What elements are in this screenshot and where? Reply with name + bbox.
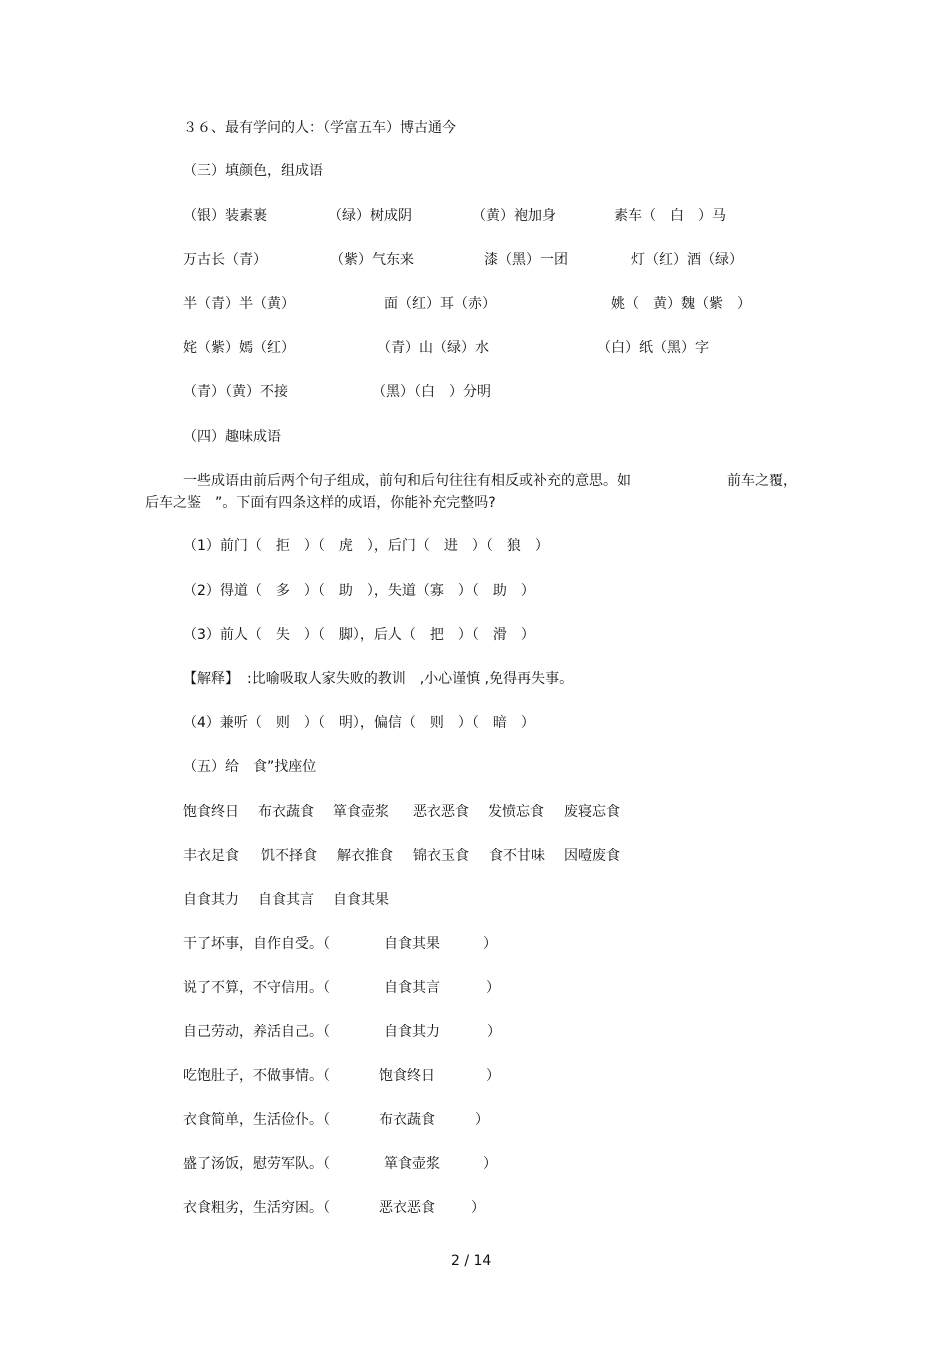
fill-item-3: （3）前人（ 失 ）（ 脚），后人（ 把 ）（ 滑 ）	[183, 627, 535, 643]
qa-close: ）	[483, 936, 497, 952]
food-idiom: 发愤忘食	[488, 804, 544, 820]
food-idiom: 丰衣足食	[183, 848, 239, 864]
qa-answer: 自食其果	[384, 936, 440, 952]
food-idiom: 布衣蔬食	[258, 804, 314, 820]
food-idiom: 废寝忘食	[564, 804, 620, 820]
color-idiom: （青）（黄）不接	[183, 384, 288, 400]
food-idiom: 食不甘味	[489, 848, 545, 864]
section-3-title: （三）填颜色，组成语	[183, 163, 323, 179]
qa-question: 盛了汤饭，慰劳军队。（	[183, 1156, 330, 1172]
food-idiom: 自食其果	[333, 892, 389, 908]
qa-answer: 箪食壶浆	[384, 1156, 440, 1172]
food-idiom: 解衣推食	[337, 848, 393, 864]
qa-question: 干了坏事，自作自受。（	[183, 936, 330, 952]
color-idiom: （黑）（白 ）分明	[372, 384, 491, 400]
color-idiom: 姚（ 黄）魏（紫 ）	[611, 296, 751, 312]
section-4-title: （四）趣味成语	[183, 429, 281, 445]
color-idiom: 漆（黑）一团	[484, 252, 568, 268]
food-idiom: 箪食壶浆	[333, 804, 389, 820]
food-idiom: 恶衣恶食	[413, 804, 469, 820]
explain-label: 【解释】	[183, 671, 239, 687]
qa-answer: 布衣蔬食	[379, 1112, 435, 1128]
color-idiom: （紫）气东来	[330, 252, 414, 268]
color-idiom: （绿）树成阴	[328, 208, 412, 224]
qa-close: ）	[486, 980, 500, 996]
color-idiom: 灯（红）酒（绿）	[631, 252, 743, 268]
qa-question: 吃饱肚子，不做事情。（	[183, 1068, 330, 1084]
color-idiom: 万古长（青）	[183, 252, 267, 268]
qa-answer: 饱食终日	[379, 1068, 435, 1084]
color-idiom: 半（青）半（黄）	[183, 296, 295, 312]
qa-close: ）	[475, 1112, 489, 1128]
food-idiom: 自食其言	[258, 892, 314, 908]
food-idiom: 锦衣玉食	[413, 848, 469, 864]
page-number: 2 / 14	[451, 1253, 492, 1269]
qa-close: ）	[487, 1024, 501, 1040]
fill-item-1: （1）前门（ 拒 ）（ 虎 ），后门（ 进 ）（ 狼 ）	[183, 538, 549, 554]
color-idiom: （黄）袍加身	[472, 208, 556, 224]
section-4-intro: 一些成语由前后两个句子组成，前句和后句往往有相反或补充的意思。如	[183, 473, 631, 489]
qa-close: ）	[471, 1200, 485, 1216]
item-36: ３６、最有学问的人：（学富五车）博古通今	[183, 120, 456, 136]
color-idiom: 姹（紫）嫣（红）	[183, 340, 295, 356]
food-idiom: 自食其力	[183, 892, 239, 908]
color-idiom: （青）山（绿）水	[377, 340, 489, 356]
fill-item-2: （2）得道（ 多 ）（ 助 ），失道（寡 ）（ 助 ）	[183, 583, 535, 599]
section-4-intro-example: 前车之覆，	[727, 473, 797, 489]
section-4-intro-cont: 后车之鉴 ”。下面有四条这样的成语，你能补充完整吗?	[145, 495, 496, 511]
food-idiom: 因噎废食	[564, 848, 620, 864]
explain-text: :比喻吸取人家失败的教训 ,小心谨慎 ,免得再失事。	[247, 671, 574, 687]
qa-question: 衣食简单，生活俭仆。（	[183, 1112, 330, 1128]
qa-answer: 自食其力	[384, 1024, 440, 1040]
qa-close: ）	[486, 1068, 500, 1084]
food-idiom: 饱食终日	[183, 804, 239, 820]
fill-item-4: （4）兼听（ 则 ）（ 明），偏信（ 则 ）（ 暗 ）	[183, 715, 535, 731]
food-idiom: 饥不择食	[261, 848, 317, 864]
qa-answer: 自食其言	[384, 980, 440, 996]
qa-answer: 恶衣恶食	[379, 1200, 435, 1216]
color-idiom: 面（红）耳（赤）	[384, 296, 496, 312]
color-idiom: （银）装素裹	[183, 208, 267, 224]
qa-question: 自己劳动，养活自己。（	[183, 1024, 330, 1040]
color-idiom: （白）纸（黑）字	[597, 340, 709, 356]
qa-close: ）	[483, 1156, 497, 1172]
color-idiom: 素车（ 白 ）马	[614, 208, 726, 224]
qa-question: 衣食粗劣，生活穷困。（	[183, 1200, 330, 1216]
qa-question: 说了不算，不守信用。（	[183, 980, 330, 996]
section-5-title: （五）给 食”找座位	[183, 759, 317, 775]
